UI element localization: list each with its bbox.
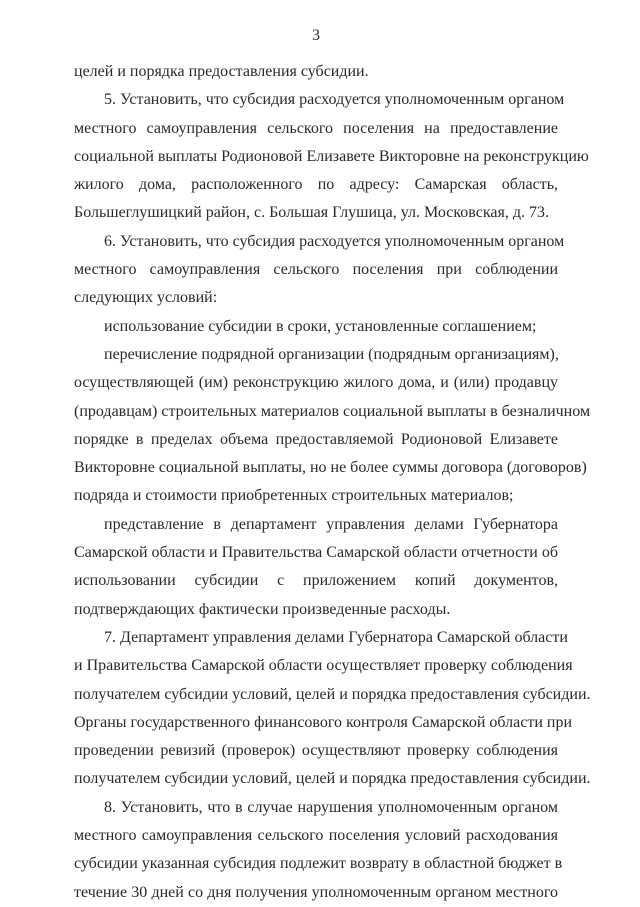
paragraph-7 bbox=[74, 624, 591, 794]
document-body bbox=[74, 58, 591, 907]
text-line: (продавцам) строительных материалов социальной выплаты в безналичном bbox=[74, 402, 591, 420]
text-line: Викторовне социальной выплаты, но не более суммы договора (договоров) bbox=[74, 459, 587, 477]
condition-1 bbox=[74, 313, 558, 341]
text-line: Органы государственного финансового контроля Самарской области при bbox=[74, 713, 572, 731]
text-line: проведении ревизий (проверок) осуществляют проверку соблюдения bbox=[74, 742, 558, 760]
text-line: местного самоуправления сельского поселения на предоставление bbox=[74, 119, 558, 137]
condition-2 bbox=[74, 341, 591, 511]
text-line: и Правительства Самарской области осуществляет проверку соблюдения bbox=[74, 657, 573, 675]
text-line: порядке в пределах объема предоставляемой Родионовой Елизавете bbox=[74, 430, 558, 448]
text-line: осуществляющей (им) реконструкцию жилого дома, и (или) продавцу bbox=[74, 374, 558, 392]
text-line: целей и порядка предоставления субсидии. bbox=[74, 63, 369, 80]
text-line: перечисление подрядной организации (подрядным организациям), bbox=[104, 345, 559, 363]
text-line: представление в департамент управления делами Губернатора bbox=[104, 515, 558, 533]
text-line: 5. Установить, что субсидия расходуется уполномоченным органом bbox=[104, 91, 565, 109]
text-line: 8. Установить, что в случае нарушения уполномоченным органом bbox=[104, 798, 558, 816]
paragraph-continuation bbox=[74, 58, 558, 86]
text-line: 7. Департамент управления делами Губернатора Самарской области bbox=[104, 628, 568, 646]
text-line: субсидии указанная субсидия подлежит возврату в областной бюджет в bbox=[74, 855, 563, 873]
text-line: подряда и стоимости приобретенных строительных материалов; bbox=[74, 487, 514, 505]
paragraph-6 bbox=[74, 228, 565, 313]
condition-3 bbox=[74, 511, 558, 624]
text-line: получателем субсидии условий, целей и порядка предоставления субсидии. bbox=[74, 770, 591, 788]
paragraph-5 bbox=[74, 86, 589, 227]
text-line: течение 30 дней со дня получения уполномоченным органом местного bbox=[74, 883, 558, 901]
text-line: следующих условий: bbox=[74, 289, 218, 307]
text-line: социальной выплаты Родионовой Елизавете Викторовне на реконструкцию bbox=[74, 147, 589, 165]
text-line: получателем субсидии условий, целей и порядка предоставления субсидии. bbox=[74, 685, 591, 703]
text-line: подтверждающих фактически произведенные расходы. bbox=[74, 600, 451, 618]
text-line: использовании субсидии с приложением копий документов, bbox=[74, 572, 558, 590]
page-number: 3 bbox=[312, 27, 320, 44]
text-line: использование субсидии в сроки, установленные соглашением; bbox=[104, 317, 537, 335]
text-line: Большеглушицкий район, с. Большая Глушица, ул. Московская, д. 73. bbox=[74, 204, 549, 222]
text-line: местного самоуправления сельского поселения условий расходования bbox=[74, 827, 558, 845]
text-line: жилого дома, расположенного по адресу: Самарская область, bbox=[74, 176, 558, 194]
paragraph-8 bbox=[74, 794, 563, 907]
text-line: Самарской области и Правительства Самарской области отчетности об bbox=[74, 544, 558, 562]
text-line: местного самоуправления сельского поселения при соблюдении bbox=[74, 261, 558, 279]
text-line: 6. Установить, что субсидия расходуется уполномоченным органом bbox=[104, 232, 565, 250]
